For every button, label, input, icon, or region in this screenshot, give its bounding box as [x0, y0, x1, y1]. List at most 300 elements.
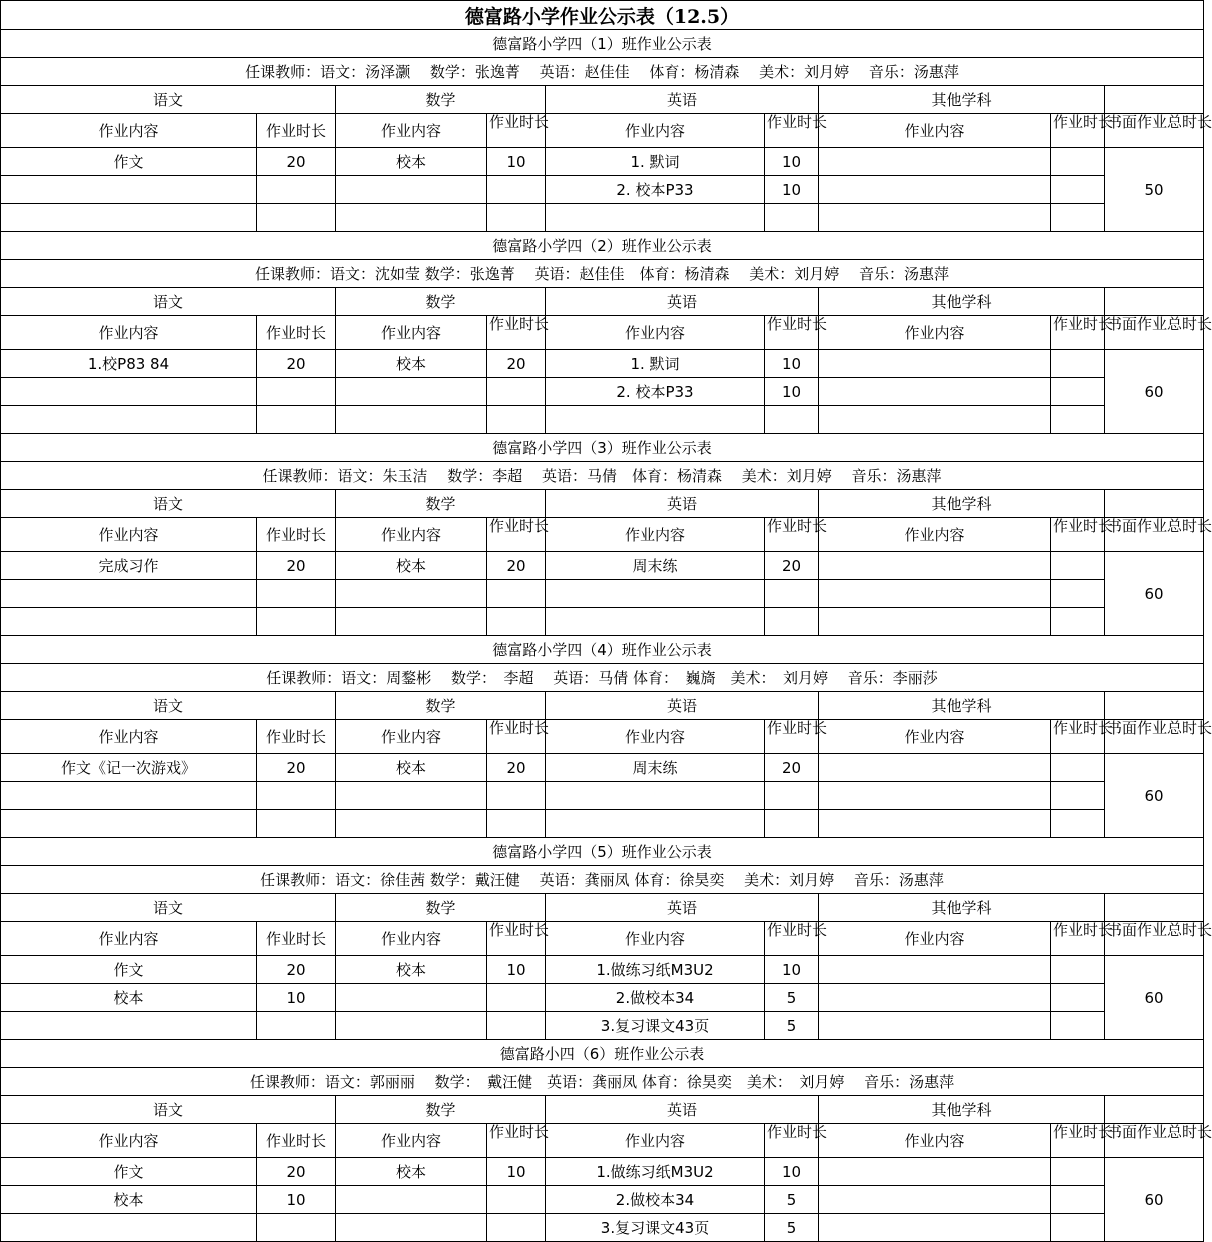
other-content	[819, 608, 1051, 636]
other-duration	[1051, 1214, 1105, 1242]
english-duration: 5	[765, 1186, 819, 1214]
col-other-content: 作业内容	[819, 518, 1051, 552]
subject-english: 英语	[546, 288, 819, 316]
math-duration: 20	[487, 350, 546, 378]
col-chinese-content: 作业内容	[1, 1124, 257, 1158]
col-total	[1105, 1123, 1212, 1158]
col-math-content: 作业内容	[336, 922, 487, 956]
chinese-content: 完成习作	[1, 552, 257, 580]
chinese-content	[1, 204, 257, 232]
chinese-duration	[257, 406, 336, 434]
table-row	[1, 1012, 1204, 1040]
col-chinese-duration: 作业时长	[257, 316, 336, 350]
subject-math: 数学	[336, 288, 546, 316]
english-content: 1.做练习纸M3U2	[546, 956, 765, 984]
total-duration: 60	[1105, 956, 1204, 1040]
col-other-content: 作业内容	[819, 720, 1051, 754]
other-duration	[1051, 204, 1105, 232]
class-title-row	[1, 232, 1204, 260]
english-content: 3.复习课文43页	[546, 1214, 765, 1242]
teacher-list: 任课教师：语文：徐佳茜 数学：戴汪健 英语：龚丽凤 体育：徐昊奕 美术：刘月婷 音乐：汤惠萍	[1, 866, 1204, 894]
class-title-row	[1, 434, 1204, 462]
subject-chinese: 语文	[1, 288, 336, 316]
table-row	[1, 378, 1204, 406]
sheet-title: 德富路小学作业公示表（12.5）	[1, 1, 1204, 30]
teacher-row	[1, 260, 1204, 288]
subject-header-row	[1, 1096, 1204, 1124]
class-title-row	[1, 1040, 1204, 1068]
english-duration: 20	[765, 552, 819, 580]
class-title-row	[1, 30, 1204, 58]
col-total-text: 书面作业总时长	[1107, 113, 1212, 131]
math-duration	[487, 984, 546, 1012]
other-duration	[1051, 1158, 1105, 1186]
col-other-content: 作业内容	[819, 1124, 1051, 1158]
subject-header-row	[1, 490, 1204, 518]
subject-other: 其他学科	[819, 86, 1105, 114]
chinese-duration: 20	[257, 552, 336, 580]
other-content	[819, 350, 1051, 378]
math-content	[336, 378, 487, 406]
other-content	[819, 956, 1051, 984]
col-english-content: 作业内容	[546, 922, 765, 956]
class-title: 德富路小学四（3）班作业公示表	[1, 434, 1204, 462]
english-duration: 5	[765, 1214, 819, 1242]
table-row	[1, 608, 1204, 636]
math-content	[336, 176, 487, 204]
col-other-content: 作业内容	[819, 922, 1051, 956]
other-content	[819, 204, 1051, 232]
chinese-duration: 10	[257, 1186, 336, 1214]
chinese-content: 作文	[1, 956, 257, 984]
table-row	[1, 1186, 1204, 1214]
col-other-duration	[1051, 517, 1114, 552]
math-duration	[487, 378, 546, 406]
other-duration	[1051, 378, 1105, 406]
english-duration: 5	[765, 1012, 819, 1040]
other-duration	[1051, 552, 1105, 580]
class-title: 德富路小学四（2）班作业公示表	[1, 232, 1204, 260]
teacher-list: 任课教师：语文：郭丽丽 数学： 戴汪健 英语：龚丽凤 体育：徐昊奕 美术： 刘月婷 音乐：汤惠萍	[1, 1068, 1204, 1096]
table-row	[1, 350, 1204, 378]
english-duration: 5	[765, 984, 819, 1012]
math-content: 校本	[336, 350, 487, 378]
math-content	[336, 204, 487, 232]
col-other-duration	[1051, 315, 1114, 350]
chinese-content	[1, 406, 257, 434]
col-english-duration-text: 作业时长	[767, 921, 828, 939]
teacher-row	[1, 462, 1204, 490]
teacher-row	[1, 58, 1204, 86]
english-content: 1. 默词	[546, 350, 765, 378]
chinese-content: 校本	[1, 1186, 257, 1214]
math-content: 校本	[336, 552, 487, 580]
column-header-row	[1, 720, 1204, 754]
subject-english: 英语	[546, 894, 819, 922]
teacher-list: 任课教师：语文：朱玉洁 数学：李超 英语：马倩 体育：杨清森 美术：刘月婷 音乐：汤惠萍	[1, 462, 1204, 490]
math-duration: 20	[487, 754, 546, 782]
other-duration	[1051, 608, 1105, 636]
table-row	[1, 810, 1204, 838]
subject-header-row	[1, 86, 1204, 114]
other-duration	[1051, 956, 1105, 984]
class-title-row	[1, 636, 1204, 664]
col-math-duration	[487, 315, 550, 350]
subject-total-blank	[1105, 288, 1204, 316]
col-other-duration	[1051, 1123, 1114, 1158]
col-english-content: 作业内容	[546, 316, 765, 350]
table-row	[1, 754, 1204, 782]
subject-total-blank	[1105, 490, 1204, 518]
math-duration	[487, 608, 546, 636]
subject-other: 其他学科	[819, 692, 1105, 720]
col-other-duration-text: 作业时长	[1053, 1123, 1114, 1141]
english-duration	[765, 406, 819, 434]
col-math-duration-text: 作业时长	[489, 1123, 550, 1141]
chinese-duration	[257, 1214, 336, 1242]
english-content	[546, 608, 765, 636]
other-duration	[1051, 1186, 1105, 1214]
col-math-duration	[487, 1123, 550, 1158]
english-content	[546, 810, 765, 838]
col-math-duration-text: 作业时长	[489, 113, 550, 131]
column-header-row	[1, 1124, 1204, 1158]
english-content	[546, 782, 765, 810]
math-duration: 20	[487, 552, 546, 580]
other-duration	[1051, 1012, 1105, 1040]
english-content	[546, 204, 765, 232]
col-english-content: 作业内容	[546, 518, 765, 552]
col-total	[1105, 719, 1212, 754]
col-english-content: 作业内容	[546, 720, 765, 754]
math-content	[336, 608, 487, 636]
other-content	[819, 1186, 1051, 1214]
col-other-duration-text: 作业时长	[1053, 921, 1114, 939]
subject-chinese: 语文	[1, 490, 336, 518]
subject-header-row	[1, 288, 1204, 316]
teacher-list: 任课教师：语文：沈如莹 数学：张逸菁 英语：赵佳佳 体育：杨清森 美术：刘月婷 音乐：汤惠萍	[1, 260, 1204, 288]
english-content: 周末练	[546, 552, 765, 580]
total-duration: 60	[1105, 754, 1204, 838]
math-duration	[487, 176, 546, 204]
math-content	[336, 782, 487, 810]
english-duration	[765, 204, 819, 232]
english-content: 1. 默词	[546, 148, 765, 176]
english-duration: 10	[765, 378, 819, 406]
table-row	[1, 580, 1204, 608]
table-row	[1, 406, 1204, 434]
table-row	[1, 176, 1204, 204]
class-title: 德富路小学四（4）班作业公示表	[1, 636, 1204, 664]
table-row	[1, 552, 1204, 580]
other-duration	[1051, 350, 1105, 378]
col-english-duration	[765, 315, 828, 350]
col-chinese-content: 作业内容	[1, 720, 257, 754]
col-english-duration	[765, 113, 828, 148]
class-title: 德富路小四（6）班作业公示表	[1, 1040, 1204, 1068]
chinese-content: 1.校P83 84	[1, 350, 257, 378]
subject-other: 其他学科	[819, 894, 1105, 922]
total-duration: 60	[1105, 552, 1204, 636]
math-content: 校本	[336, 1158, 487, 1186]
math-duration	[487, 580, 546, 608]
english-content	[546, 580, 765, 608]
class-title-row	[1, 838, 1204, 866]
col-math-duration-text: 作业时长	[489, 921, 550, 939]
col-math-content: 作业内容	[336, 518, 487, 552]
col-english-duration-text: 作业时长	[767, 719, 828, 737]
other-content	[819, 176, 1051, 204]
math-duration	[487, 406, 546, 434]
chinese-duration	[257, 176, 336, 204]
total-duration: 60	[1105, 350, 1204, 434]
subject-chinese: 语文	[1, 86, 336, 114]
other-content	[819, 1214, 1051, 1242]
col-english-duration	[765, 1123, 828, 1158]
class-title: 德富路小学四（1）班作业公示表	[1, 30, 1204, 58]
col-english-duration	[765, 719, 828, 754]
teacher-row	[1, 1068, 1204, 1096]
col-chinese-duration: 作业时长	[257, 518, 336, 552]
table-row	[1, 956, 1204, 984]
subject-chinese: 语文	[1, 1096, 336, 1124]
other-content	[819, 406, 1051, 434]
subject-header-row	[1, 692, 1204, 720]
subject-other: 其他学科	[819, 490, 1105, 518]
chinese-duration: 20	[257, 754, 336, 782]
english-content: 2. 校本P33	[546, 378, 765, 406]
chinese-duration	[257, 810, 336, 838]
col-math-content: 作业内容	[336, 1124, 487, 1158]
english-content: 周末练	[546, 754, 765, 782]
column-header-row	[1, 316, 1204, 350]
math-duration	[487, 782, 546, 810]
other-content	[819, 1012, 1051, 1040]
col-total	[1105, 315, 1212, 350]
other-content	[819, 754, 1051, 782]
chinese-duration: 20	[257, 350, 336, 378]
teacher-list: 任课教师：语文：周鍪彬 数学： 李超 英语：马倩 体育： 巍旖 美术： 刘月婷 音乐：李丽莎	[1, 664, 1204, 692]
col-total-text: 书面作业总时长	[1107, 719, 1212, 737]
chinese-duration: 20	[257, 956, 336, 984]
col-chinese-duration: 作业时长	[257, 922, 336, 956]
math-content	[336, 810, 487, 838]
chinese-content	[1, 782, 257, 810]
math-duration	[487, 1012, 546, 1040]
other-content	[819, 378, 1051, 406]
chinese-duration	[257, 378, 336, 406]
subject-math: 数学	[336, 490, 546, 518]
col-chinese-content: 作业内容	[1, 114, 257, 148]
table-row	[1, 204, 1204, 232]
subject-total-blank	[1105, 1096, 1204, 1124]
col-total	[1105, 921, 1212, 956]
col-english-duration-text: 作业时长	[767, 517, 828, 535]
col-math-duration	[487, 517, 550, 552]
subject-math: 数学	[336, 1096, 546, 1124]
col-other-duration-text: 作业时长	[1053, 719, 1114, 737]
col-total	[1105, 113, 1212, 148]
chinese-duration	[257, 782, 336, 810]
english-duration	[765, 782, 819, 810]
total-duration: 60	[1105, 1158, 1204, 1242]
chinese-duration: 20	[257, 148, 336, 176]
table-row	[1, 1158, 1204, 1186]
chinese-content: 作文	[1, 1158, 257, 1186]
col-other-content: 作业内容	[819, 316, 1051, 350]
col-math-duration-text: 作业时长	[489, 517, 550, 535]
subject-english: 英语	[546, 86, 819, 114]
col-english-duration-text: 作业时长	[767, 1123, 828, 1141]
english-duration: 10	[765, 1158, 819, 1186]
english-duration	[765, 810, 819, 838]
teacher-list: 任课教师：语文：汤泽灏 数学：张逸菁 英语：赵佳佳 体育：杨清森 美术：刘月婷 音乐：汤惠萍	[1, 58, 1204, 86]
english-duration: 10	[765, 350, 819, 378]
chinese-duration: 20	[257, 1158, 336, 1186]
chinese-duration	[257, 204, 336, 232]
chinese-content: 作文《记一次游戏》	[1, 754, 257, 782]
subject-total-blank	[1105, 894, 1204, 922]
col-english-duration	[765, 921, 828, 956]
col-other-duration	[1051, 113, 1114, 148]
col-chinese-content: 作业内容	[1, 922, 257, 956]
table-row	[1, 984, 1204, 1012]
subject-math: 数学	[336, 692, 546, 720]
col-english-content: 作业内容	[546, 114, 765, 148]
total-duration: 50	[1105, 148, 1204, 232]
col-total-text: 书面作业总时长	[1107, 1123, 1212, 1141]
other-duration	[1051, 782, 1105, 810]
math-content	[336, 406, 487, 434]
chinese-content	[1, 1012, 257, 1040]
chinese-content	[1, 1214, 257, 1242]
subject-total-blank	[1105, 86, 1204, 114]
english-duration: 10	[765, 148, 819, 176]
col-other-content: 作业内容	[819, 114, 1051, 148]
math-duration: 10	[487, 148, 546, 176]
other-content	[819, 552, 1051, 580]
col-other-duration-text: 作业时长	[1053, 517, 1114, 535]
chinese-content	[1, 608, 257, 636]
english-duration	[765, 608, 819, 636]
col-total-text: 书面作业总时长	[1107, 517, 1212, 535]
other-duration	[1051, 984, 1105, 1012]
column-header-row	[1, 114, 1204, 148]
math-duration	[487, 204, 546, 232]
subject-total-blank	[1105, 692, 1204, 720]
col-math-duration-text: 作业时长	[489, 719, 550, 737]
subject-english: 英语	[546, 692, 819, 720]
other-content	[819, 810, 1051, 838]
english-content	[546, 406, 765, 434]
table-row	[1, 782, 1204, 810]
subject-other: 其他学科	[819, 288, 1105, 316]
math-content	[336, 1012, 487, 1040]
subject-header-row	[1, 894, 1204, 922]
col-chinese-duration: 作业时长	[257, 1124, 336, 1158]
subject-english: 英语	[546, 1096, 819, 1124]
col-english-content: 作业内容	[546, 1124, 765, 1158]
other-duration	[1051, 406, 1105, 434]
col-other-duration	[1051, 719, 1114, 754]
math-content	[336, 1186, 487, 1214]
chinese-content	[1, 580, 257, 608]
other-content	[819, 984, 1051, 1012]
col-total-text: 书面作业总时长	[1107, 315, 1212, 333]
subject-chinese: 语文	[1, 692, 336, 720]
col-chinese-content: 作业内容	[1, 518, 257, 552]
col-math-duration	[487, 719, 550, 754]
math-content	[336, 984, 487, 1012]
col-chinese-duration: 作业时长	[257, 114, 336, 148]
english-content: 2. 校本P33	[546, 176, 765, 204]
other-content	[819, 148, 1051, 176]
english-duration	[765, 580, 819, 608]
col-english-duration-text: 作业时长	[767, 315, 828, 333]
col-math-content: 作业内容	[336, 114, 487, 148]
col-english-duration-text: 作业时长	[767, 113, 828, 131]
chinese-content: 校本	[1, 984, 257, 1012]
math-content	[336, 580, 487, 608]
subject-math: 数学	[336, 894, 546, 922]
english-content: 2.做校本34	[546, 984, 765, 1012]
chinese-content: 作文	[1, 148, 257, 176]
chinese-content	[1, 378, 257, 406]
col-chinese-duration: 作业时长	[257, 720, 336, 754]
chinese-duration	[257, 1012, 336, 1040]
math-content	[336, 1214, 487, 1242]
other-duration	[1051, 176, 1105, 204]
other-duration	[1051, 810, 1105, 838]
english-content: 2.做校本34	[546, 1186, 765, 1214]
other-content	[819, 1158, 1051, 1186]
col-total	[1105, 517, 1212, 552]
math-content: 校本	[336, 956, 487, 984]
chinese-duration	[257, 608, 336, 636]
other-duration	[1051, 754, 1105, 782]
table-row	[1, 1214, 1204, 1242]
math-content: 校本	[336, 148, 487, 176]
math-duration	[487, 1186, 546, 1214]
column-header-row	[1, 518, 1204, 552]
math-duration	[487, 810, 546, 838]
col-other-duration-text: 作业时长	[1053, 113, 1114, 131]
subject-other: 其他学科	[819, 1096, 1105, 1124]
col-total-text: 书面作业总时长	[1107, 921, 1212, 939]
col-chinese-content: 作业内容	[1, 316, 257, 350]
subject-english: 英语	[546, 490, 819, 518]
other-duration	[1051, 580, 1105, 608]
english-duration: 10	[765, 956, 819, 984]
chinese-duration: 10	[257, 984, 336, 1012]
col-english-duration	[765, 517, 828, 552]
english-content: 1.做练习纸M3U2	[546, 1158, 765, 1186]
table-row	[1, 148, 1204, 176]
english-duration: 20	[765, 754, 819, 782]
math-duration	[487, 1214, 546, 1242]
math-duration: 10	[487, 956, 546, 984]
math-duration: 10	[487, 1158, 546, 1186]
chinese-content	[1, 810, 257, 838]
math-content: 校本	[336, 754, 487, 782]
col-other-duration	[1051, 921, 1114, 956]
subject-math: 数学	[336, 86, 546, 114]
subject-chinese: 语文	[1, 894, 336, 922]
teacher-row	[1, 866, 1204, 894]
english-content: 3.复习课文43页	[546, 1012, 765, 1040]
other-duration	[1051, 148, 1105, 176]
column-header-row	[1, 922, 1204, 956]
